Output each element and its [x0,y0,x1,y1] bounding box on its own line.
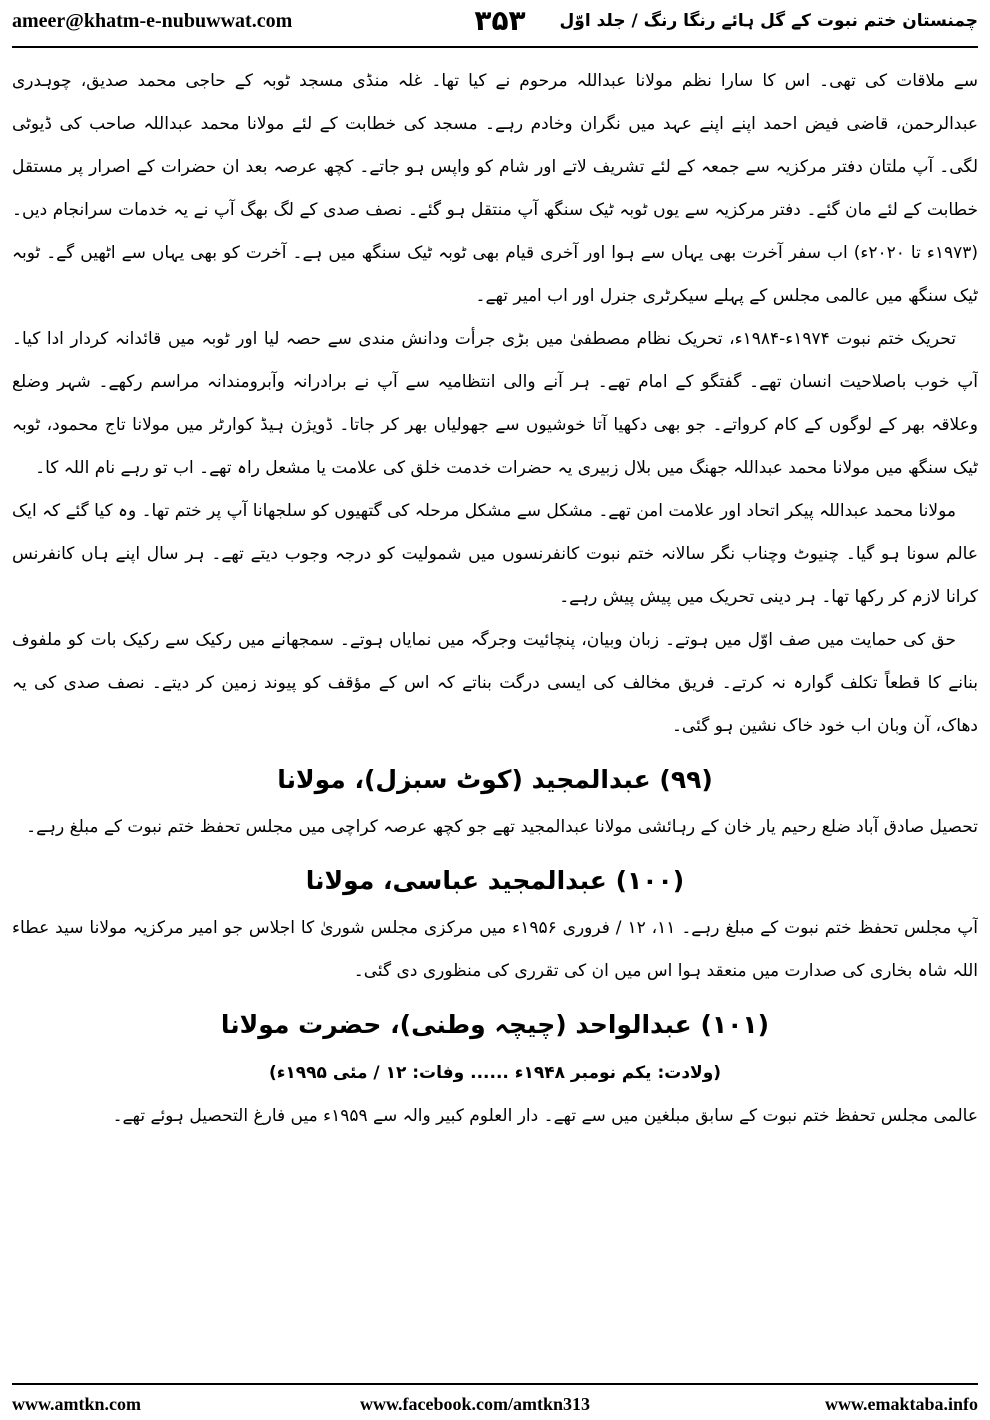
footer-link-emaktaba[interactable]: www.emaktaba.info [824,1394,978,1414]
section-paragraph-100: آپ مجلس تحفظ ختم نبوت کے مبلغ رہے۔ ۱۱، ۱۲ / فروری ۱۹۵۶ء میں مرکزی مجلس شوریٰ کا اجلاس جو امیر مرکزیہ مولانا سید عطاء اللہ شاہ بخاری کی صدارت میں منعقد ہوا اس میں ان کی تقرری کی منظوری دی گئی۔ [12,918,978,981]
page-header [0,0,990,46]
body-paragraph: تحریک ختم نبوت ۱۹۷۴ء-۱۹۸۴ء، تحریک نظام مصطفیٰ میں بڑی جرأت ودانش مندی سے حصہ لیا اور ٹوبہ میں قائدانہ کردار ادا کیا۔ آپ خوب باصلاحیت انسان تھے۔ گفتگو کے امام تھے۔ ہر آنے والی انتظامیہ سے آپ نے برادرانہ وآبرومندانہ مراسم رکھے۔ شہر وضلع وعلاقہ بھر کے لوگوں کے کام کرواتے۔ جو بھی دکھیا آتا خوشیوں سے جھولیاں بھر کر جاتا۔ ڈویژن ہیڈ کوارٹر میں مولانا تاج محمود، ٹوبہ ٹیک سنگھ میں مولانا محمد عبداللہ جھنگ میں بلال زبیری یہ حضرات خدمت خلق کی علامت یا مشعل راہ تھے۔ اب تو رہے نام اللہ کا۔ [12,329,978,478]
page-footer [0,1386,990,1420]
header-divider [12,46,978,48]
body-paragraph: سے ملاقات کی تھی۔ اس کا سارا نظم مولانا عبداللہ مرحوم نے کیا تھا۔ غلہ منڈی مسجد ٹوبہ کے حاجی محمد صدیق، چوہدری عبدالرحمن، قاضی فیض احمد اپنے اپنے عہد میں نگران وخادم رہے۔ مسجد کی خطابت کے لئے مولانا محمد عبداللہ صاحب کی ڈیوٹی لگی۔ آپ ملتان دفتر مرکزیہ سے جمعہ کے لئے تشریف لاتے اور شام کو واپس ہو جاتے۔ کچھ عرصہ بعد ان حضرات کے اصرار پر مستقل خطابت کے لئے مان گئے۔ دفتر مرکزیہ سے یوں ٹوبہ ٹیک سنگھ آپ منتقل ہو گئے۔ نصف صدی کے لگ بھگ آپ نے یہ خدمات سرانجام دیں۔ (۱۹۷۳ء تا ۲۰۲۰ء) اب سفر آخرت بھی یہاں سے ہوا اور آخری قیام بھی ٹوبہ ٹیک سنگھ میں ہے۔ آخرت کو بھی یہاں سے اٹھیں گے۔ ٹوبہ ٹیک سنگھ میں عالمی مجلس کے پہلے سیکرٹری جنرل اور اب امیر تھے۔ [12,71,978,306]
section-heading-100: (۱۰۰) عبدالمجید عباسی، مولانا [305,866,685,895]
section-heading-101: (۱۰۱) عبدالواحد (چیچہ وطنی)، حضرت مولانا [220,1010,770,1039]
footer-divider [12,1383,978,1385]
page-body [12,60,978,1376]
book-title: چمنستان ختم نبوت کے گل ہائے رنگا رنگ / جلد اوّل [559,11,978,31]
section-paragraph-101: عالمی مجلس تحفظ ختم نبوت کے سابق مبلغین میں سے تھے۔ دار العلوم کبیر والہ سے ۱۹۵۹ء میں فارغ التحصیل ہوئے تھے۔ [112,1106,978,1126]
footer-link-facebook[interactable]: www.facebook.com/amtkn313 [360,1394,590,1414]
body-paragraph: مولانا محمد عبداللہ پیکر اتحاد اور علامت امن تھے۔ مشکل سے مشکل مرحلہ کی گتھیوں کو سلجھانا آپ پر ختم تھا۔ وہ کیا گئے کہ ایک عالم سونا ہو گیا۔ چنیوٹ وچناب نگر سالانہ ختم نبوت کانفرنسوں میں شمولیت کو درجہ وجوب دیتے تھے۔ ہر سال اپنے ہاں کانفرنس کرانا لازم کر رکھا تھا۔ ہر دینی تحریک میں پیش پیش رہے۔ [12,501,978,607]
header-email[interactable]: ameer@khatm-e-nubuwwat.com [12,10,293,32]
birth-death-dates: (ولادت: یکم نومبر ۱۹۴۸ء ...... وفات: ۱۲ / مئی ۱۹۹۵ء) [268,1063,722,1083]
body-paragraph: حق کی حمایت میں صف اوّل میں ہوتے۔ زبان وبیان، پنچائیت وجرگہ میں نمایاں ہوتے۔ سمجھانے میں رکیک سے رکیک بات کو ملفوف بنانے کا قطعاً تکلف گوارہ نہ کرتے۔ فریق مخالف کی ایسی درگت بناتے کہ اس کے مؤقف کو پیوند زمین کر دیتے۔ نصف صدی کی یہ دھاک، آن وبان اب خود خاک نشین ہو گئی۔ [12,630,978,736]
section-heading-99: (۹۹) عبدالمجید (کوٹ سبزل)، مولانا [277,765,713,794]
footer-link-website[interactable]: www.amtkn.com [12,1394,141,1414]
page-number: ۳۵۳ [474,4,526,37]
section-paragraph-99: تحصیل صادق آباد ضلع رحیم یار خان کے رہائشی مولانا عبدالمجید تھے جو کچھ عرصہ کراچی میں مجلس تحفظ ختم نبوت کے مبلغ رہے۔ [26,817,978,837]
